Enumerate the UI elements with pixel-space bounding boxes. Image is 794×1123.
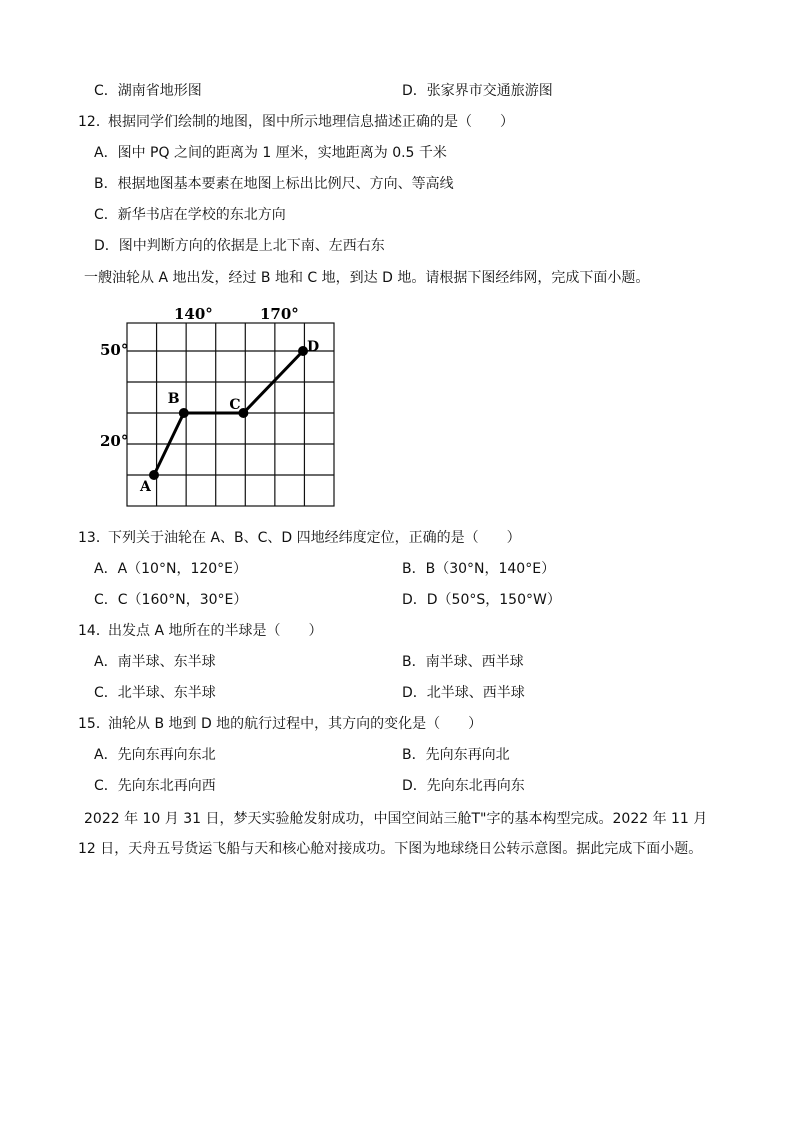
q15-question	[78, 714, 482, 734]
q12-number: 12．	[78, 114, 110, 130]
q14-option-d: D．北半球、西半球	[402, 685, 525, 701]
q15-option-d: D．先向东北再向东	[402, 778, 525, 794]
q15-option-b: B．先向东再向北	[402, 747, 510, 763]
lon-label-140: 140°	[174, 305, 213, 323]
q12-option-c: C．新华书店在学校的东北方向	[94, 207, 286, 223]
q12-option-b: B．根据地图基本要素在地图上标出比例尺、方向、等高线	[94, 176, 454, 192]
q14-stem: 出发点 A 地所在的半球是（ ）	[108, 623, 323, 639]
q13-option-d: D．D（50°S，150°W）	[402, 592, 561, 608]
q12-stem: 根据同学们绘制的地图，图中所示地理信息描述正确的是（ ）	[108, 114, 514, 130]
q14-option-c: C．北半球、东半球	[94, 685, 216, 701]
q13-option-b: B．B（30°N，140°E）	[402, 561, 556, 577]
q13-option-a: A．A（10°N，120°E）	[94, 561, 248, 577]
q14-option-b: B．南半球、西半球	[402, 654, 524, 670]
q14-question	[78, 621, 322, 641]
lat-label-20: 20°	[100, 432, 129, 450]
route-point-label-c: C	[229, 397, 241, 413]
q15-option-c: C．先向东北再向西	[94, 778, 216, 794]
route-point-label-a: A	[140, 479, 151, 495]
route-point-label-b: B	[167, 391, 180, 407]
lat-lon-grid-map	[96, 300, 346, 514]
space-intro: 2022 年 10 月 31 日，梦天实验舱发射成功，中国空间站三舱T"字的基本构型完成。2022 年 11 月 12 日，天舟五号货运飞船与天和核心舱对接成功。下图为地球绕日公转示意图。据此完成下面小题。	[78, 811, 708, 857]
q12-question	[78, 112, 514, 132]
route-point-b	[179, 408, 189, 418]
q15-stem: 油轮从 B 地到 D 地的航行过程中，其方向的变化是（ ）	[108, 716, 483, 732]
route-point-label-d: D	[307, 339, 320, 355]
q13-question	[78, 528, 521, 548]
q12-option-a: A．图中 PQ 之间的距离为 1 厘米，实地距离为 0.5 千米	[94, 145, 447, 161]
q14-option-a: A．南半球、东半球	[94, 654, 216, 670]
lon-label-170: 170°	[260, 305, 299, 323]
oil-intro: 一艘油轮从 A 地出发，经过 B 地和 C 地，到达 D 地。请根据下图经纬网，完成下面小题。	[84, 270, 650, 286]
q14-number: 14．	[78, 623, 110, 639]
q11-option-c: C．湖南省地形图	[94, 83, 202, 99]
q13-number: 13．	[78, 530, 110, 546]
q15-number: 15．	[78, 716, 110, 732]
q13-stem: 下列关于油轮在 A、B、C、D 四地经纬度定位，正确的是（ ）	[108, 530, 521, 546]
q11-option-d: D．张家界市交通旅游图	[402, 83, 553, 99]
lat-label-50: 50°	[100, 341, 129, 359]
q12-option-d: D．图中判断方向的依据是上北下南、左西右东	[94, 238, 385, 254]
q15-option-a: A．先向东再向东北	[94, 747, 216, 763]
q13-option-c: C．C（160°N，30°E）	[94, 592, 248, 608]
